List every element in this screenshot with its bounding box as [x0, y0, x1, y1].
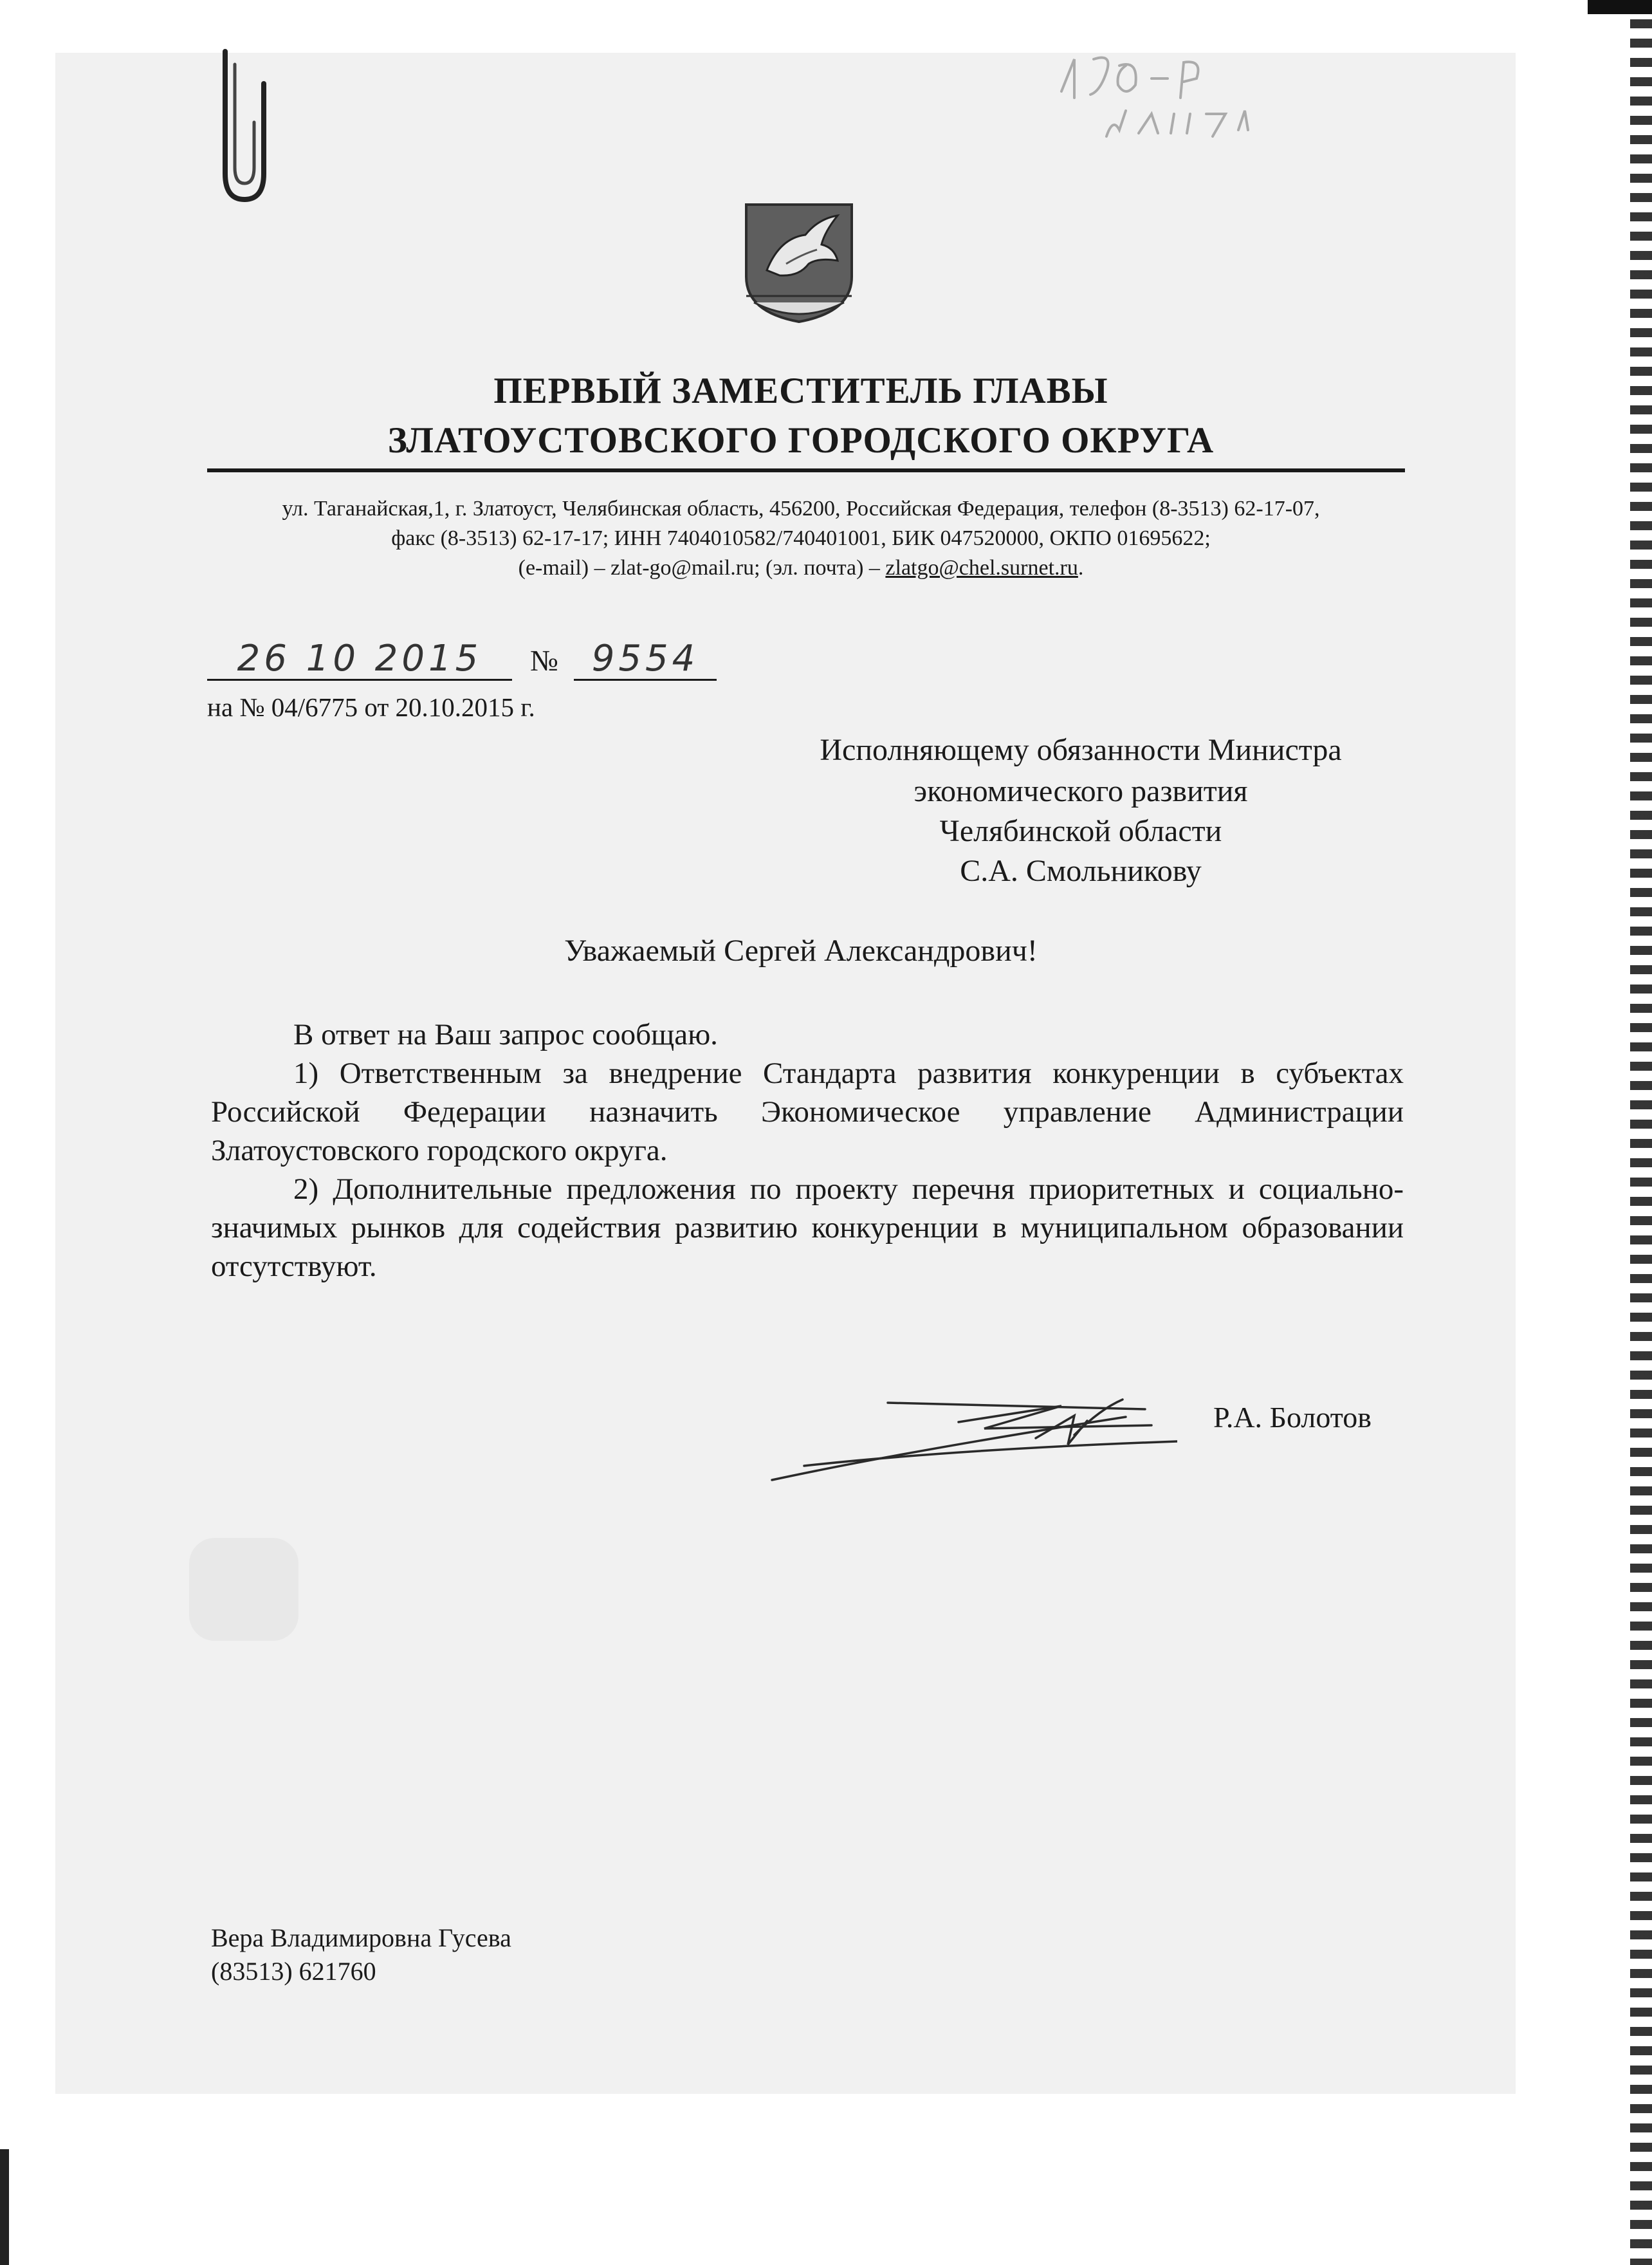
handwritten-note — [1055, 46, 1274, 159]
signature — [766, 1390, 1177, 1486]
outgoing-number: 9554 — [574, 639, 717, 681]
organization-title-line1: ПЕРВЫЙ ЗАМЕСТИТЕЛЬ ГЛАВЫ — [493, 371, 1108, 411]
scan-edge-left — [0, 2149, 9, 2265]
address-line: ул. Таганайская,1, г. Златоуст, Челябинская область, 456200, Российская Федерация, телефон (8-3513) 62-17-07, — [282, 497, 1320, 521]
body-intro: В ответ на Ваш запрос сообщаю. — [293, 1018, 718, 1051]
body-item-2: 2) Дополнительные предложения по проекту перечня приоритетных и социально-значимых рынков для содействия развитию конкуренции в муниципальном образовании отсутствуют. — [211, 1172, 1404, 1283]
email-line-suffix: . — [1078, 556, 1084, 580]
email-line — [193, 556, 1409, 580]
organization-title-line2: ЗЛАТОУСТОВСКОГО ГОРОДСКОГО ОКРУГА — [387, 420, 1215, 461]
outgoing-date: 26 10 2015 — [207, 639, 512, 681]
number-label: № — [530, 644, 558, 677]
salutation: Уважаемый Сергей Александрович! — [564, 934, 1038, 968]
fax-and-requisites-line: факс (8-3513) 62-17-17; ИНН 7404010582/740401001, БИК 047520000, ОКПО 01695622; — [391, 526, 1211, 550]
executor-phone: (83513) 621760 — [211, 1957, 376, 1986]
coat-of-arms-icon — [741, 199, 857, 325]
paperclip-icon — [199, 45, 277, 212]
scan-edge — [1630, 0, 1652, 2265]
addressee-ministry: экономического развития — [913, 774, 1248, 808]
email-line-prefix: (e-mail) – zlat-go@mail.ru; (эл. почта) – — [518, 556, 886, 580]
addressee-region: Челябинской области — [939, 814, 1222, 848]
addressee-name: С.А. Смольникову — [960, 854, 1202, 888]
executor-name: Вера Владимировна Гусева — [211, 1923, 511, 1952]
scan-edge-corner — [1588, 0, 1652, 14]
addressee-position: Исполняющему обязанности Министра — [820, 733, 1342, 767]
signer-name: Р.А. Болотов — [1213, 1401, 1372, 1434]
scan-smudge — [189, 1538, 298, 1641]
reference-line: на № 04/6775 от 20.10.2015 г. — [207, 692, 535, 722]
email-link[interactable]: zlatgo@chel.surnet.ru — [885, 556, 1078, 580]
header-divider — [207, 468, 1405, 472]
body-item-1: 1) Ответственным за внедрение Стандарта развития конкуренции в субъектах Российской Федерации назначить Экономическое управление Администрации Златоустовского городского округа. — [211, 1057, 1404, 1167]
